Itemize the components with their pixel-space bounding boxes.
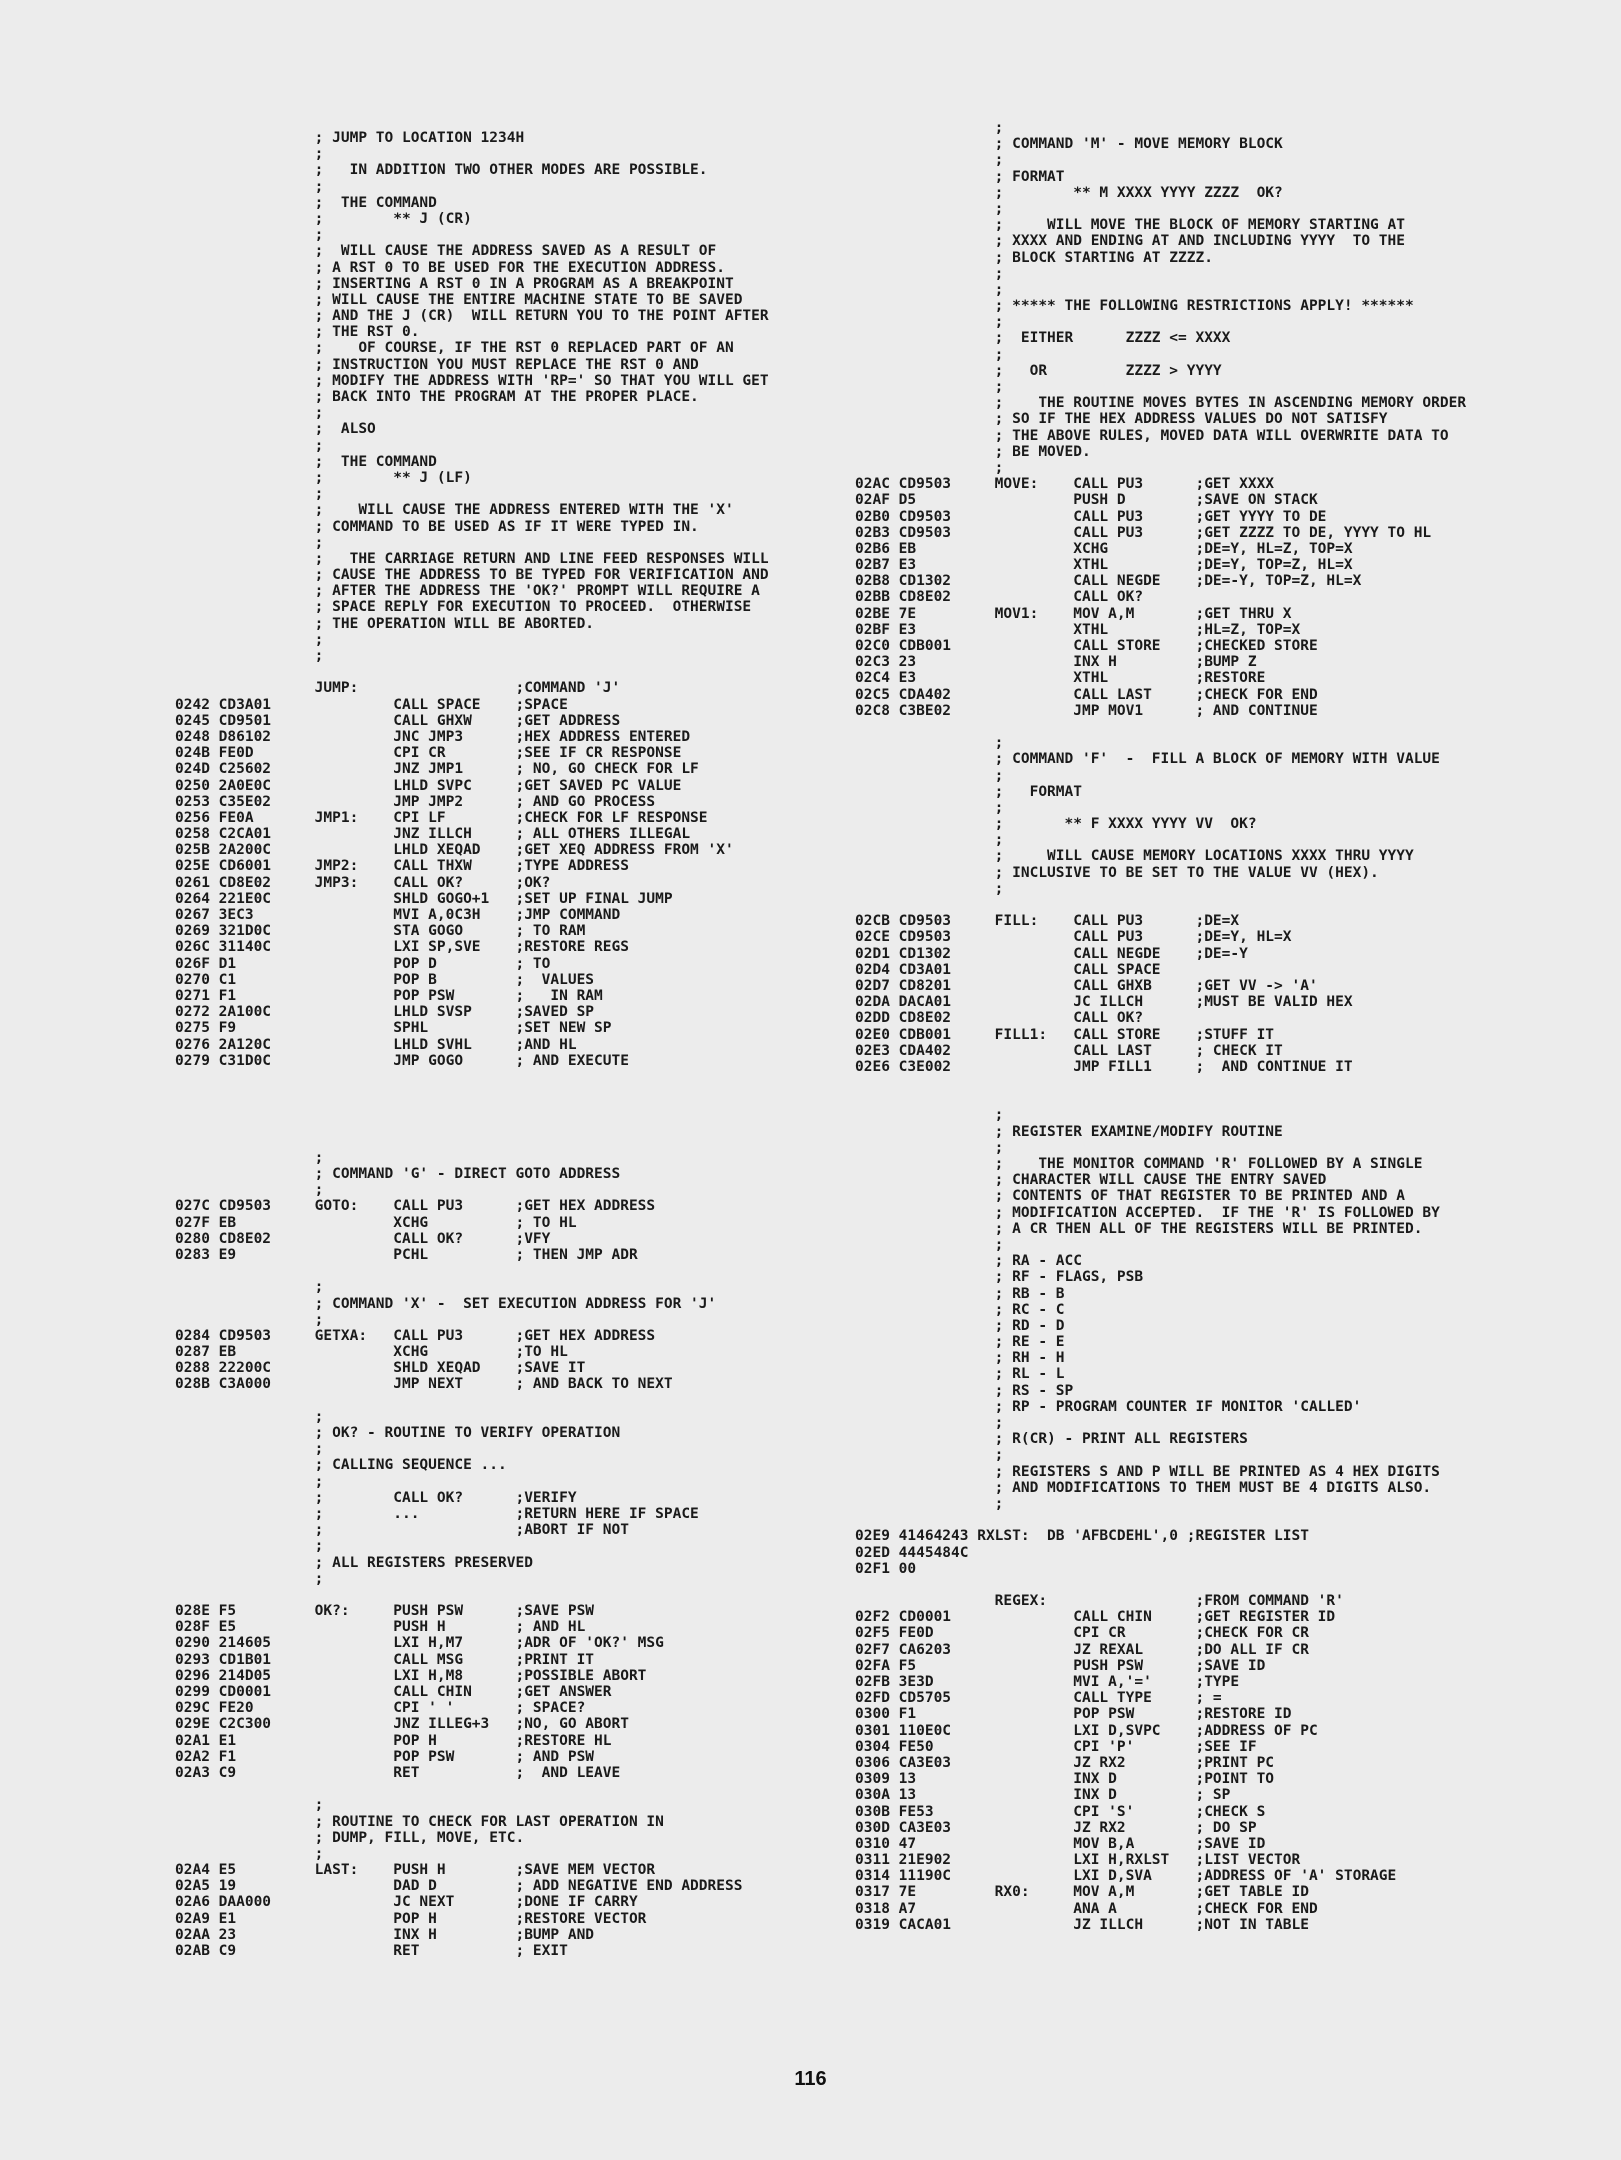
listing-line: ; — [175, 146, 324, 163]
listing-line: 024D C25602 JNZ JMP1 ; NO, GO CHECK FOR LF — [175, 761, 699, 778]
listing-line: ; WILL CAUSE MEMORY LOCATIONS XXXX THRU YYYY — [855, 848, 1414, 865]
listing-line: ; COMMAND 'M' - MOVE MEMORY BLOCK — [855, 136, 1283, 153]
listing-line: ; FORMAT — [855, 168, 1065, 185]
listing-line: ; INSERTING A RST 0 IN A PROGRAM AS A BREAKPOINT — [175, 275, 734, 292]
listing-line: ; — [175, 437, 324, 454]
listing-line — [175, 1587, 815, 1603]
listing-line: ; — [175, 648, 324, 664]
listing-line: ; — [175, 486, 324, 503]
listing-line: 027F EB XCHG ; TO HL — [175, 1214, 577, 1231]
listing-line: 0288 22200C SHLD XEQAD ;SAVE IT — [175, 1360, 586, 1377]
listing-line: ; THE ROUTINE MOVES BYTES IN ASCENDING MEMORY ORDER — [855, 395, 1467, 412]
listing-line: ; XXXX AND ENDING AT AND INCLUDING YYYY TO THE — [855, 233, 1405, 250]
listing-line: ; SO IF THE HEX ADDRESS VALUES DO NOT SATISFY — [855, 411, 1388, 428]
listing-line: ; CAUSE THE ADDRESS TO BE TYPED FOR VERIFICATION AND — [175, 567, 769, 584]
listing-line: 0296 214D05 LXI H,M8 ;POSSIBLE ABORT — [175, 1667, 647, 1684]
listing-line: ; — [175, 405, 324, 422]
listing-line: 02D1 CD1302 CALL NEGDE ;DE=-Y — [855, 945, 1248, 962]
listing-line: 0253 C35E02 JMP JMP2 ; AND GO PROCESS — [175, 793, 656, 810]
listing-line: 0310 47 MOV B,A ;SAVE ID — [855, 1835, 1266, 1852]
listing-line: ; REGISTER EXAMINE/MODIFY ROUTINE — [855, 1123, 1283, 1140]
listing-line — [855, 897, 1555, 913]
listing-line — [175, 1069, 815, 1085]
listing-line: 028E F5 OK?: PUSH PSW ;SAVE PSW — [175, 1603, 595, 1620]
listing-line: ; OR ZZZZ > YYYY — [855, 362, 1222, 379]
listing-line: 02AA 23 INX H ;BUMP AND — [175, 1926, 595, 1943]
listing-line: 0242 CD3A01 CALL SPACE ;SPACE — [175, 696, 568, 713]
listing-line: ; ** F XXXX YYYY VV OK? — [855, 816, 1257, 833]
listing-line: 02FD CD5705 CALL TYPE ; = — [855, 1690, 1222, 1707]
listing-line: ; RC - C — [855, 1301, 1065, 1318]
listing-line: 02C3 23 INX H ;BUMP Z — [855, 654, 1257, 671]
listing-line: ; — [855, 1236, 1004, 1253]
listing-line: 0306 CA3E03 JZ RX2 ;PRINT PC — [855, 1754, 1275, 1771]
listing-line — [855, 1075, 1555, 1091]
listing-line: 02AB C9 RET ; EXIT — [175, 1943, 568, 1959]
listing-line: 028F E5 PUSH H ; AND HL — [175, 1619, 586, 1636]
listing-line: ; — [175, 1149, 324, 1166]
listing-line: 029E C2C300 JNZ ILLEG+3 ;NO, GO ABORT — [175, 1716, 629, 1733]
listing-line: JUMP: ;COMMAND 'J' — [175, 680, 621, 697]
listing-line: ; — [175, 1473, 324, 1490]
listing-line: 02C5 CDA402 CALL LAST ;CHECK FOR END — [855, 686, 1318, 703]
listing-line: ; — [855, 832, 1004, 849]
listing-line: 0256 FE0A JMP1: CPI LF ;CHECK FOR LF RESPONSE — [175, 809, 708, 826]
listing-line: 0248 D86102 JNC JMP3 ;HEX ADDRESS ENTERED — [175, 728, 691, 745]
listing-line: ; WILL CAUSE THE ADDRESS ENTERED WITH THE 'X' — [175, 502, 734, 519]
listing-line: 02D4 CD3A01 CALL SPACE — [855, 961, 1161, 978]
listing-line: ; RF - FLAGS, PSB — [855, 1269, 1144, 1286]
listing-line: 0271 F1 POP PSW ; IN RAM — [175, 987, 603, 1004]
listing-line: 0284 CD9503 GETXA: CALL PU3 ;GET HEX ADDRESS — [175, 1327, 656, 1344]
listing-line: ; — [175, 534, 324, 551]
listing-line: 02B8 CD1302 CALL NEGDE ;DE=-Y, TOP=Z, HL=X — [855, 573, 1362, 590]
listing-line: ; BACK INTO THE PROGRAM AT THE PROPER PLACE. — [175, 389, 699, 405]
listing-line: ; — [175, 631, 324, 648]
listing-line: 026F D1 POP D ; TO — [175, 955, 551, 972]
listing-line: ; — [855, 880, 1004, 897]
listing-line: ; — [855, 281, 1004, 298]
listing-line: ; COMMAND TO BE USED AS IF IT WERE TYPED IN. — [175, 518, 699, 535]
listing-line: 02E6 C3E002 JMP FILL1 ; AND CONTINUE IT — [855, 1058, 1353, 1075]
listing-line: 027C CD9503 GOTO: CALL PU3 ;GET HEX ADDRESS — [175, 1198, 656, 1215]
listing-line: 025B 2A200C LHLD XEQAD ;GET XEQ ADDRESS FROM 'X' — [175, 842, 734, 859]
listing-line: ; COMMAND 'X' - SET EXECUTION ADDRESS FOR 'J' — [175, 1295, 717, 1312]
listing-line: ; REGISTERS S AND P WILL BE PRINTED AS 4 HEX DIGITS — [855, 1463, 1440, 1480]
listing-line: 02B3 CD9503 CALL PU3 ;GET ZZZZ TO DE, YYYY TO HL — [855, 524, 1432, 541]
listing-line: ; — [855, 379, 1004, 395]
listing-line: ; — [855, 265, 1004, 282]
listing-line: ; CALLING SEQUENCE ... — [175, 1457, 507, 1474]
listing-line: 029C FE20 CPI ' ' ; SPACE? — [175, 1700, 586, 1717]
listing-line: ; WILL CAUSE THE ADDRESS SAVED AS A RESULT OF — [175, 243, 717, 260]
listing-line: 02BF E3 XTHL ;HL=Z, TOP=X — [855, 621, 1301, 638]
listing-line: ; MODIFY THE ADDRESS WITH 'RP=' SO THAT YOU WILL GET — [175, 372, 769, 389]
listing-line: 02A9 E1 POP H ;RESTORE VECTOR — [175, 1910, 647, 1927]
listing-line: ; RS - SP — [855, 1382, 1074, 1399]
listing-line: 02E9 41464243 RXLST: DB 'AFBCDEHL',0 ;REGISTER LIST — [855, 1528, 1309, 1545]
listing-line: 0267 3EC3 MVI A,0C3H ;JMP COMMAND — [175, 907, 621, 923]
listing-line: 02C0 CDB001 CALL STORE ;CHECKED STORE — [855, 638, 1318, 654]
listing-line: ; — [175, 1311, 324, 1328]
listing-line — [855, 719, 1555, 735]
listing-line: 0290 214605 LXI H,M7 ;ADR OF 'OK?' MSG — [175, 1635, 664, 1652]
listing-line: ; A RST 0 TO BE USED FOR THE EXECUTION ADDRESS. — [175, 259, 725, 276]
listing-line: ; — [175, 1797, 324, 1814]
listing-line — [855, 1512, 1555, 1528]
listing-line: 0317 7E RX0: MOV A,M ;GET TABLE ID — [855, 1884, 1309, 1901]
listing-line: 0261 CD8E02 JMP3: CALL OK? ;OK? — [175, 874, 551, 891]
listing-line: ; — [175, 1182, 324, 1199]
listing-line: ; AND THE J (CR) WILL RETURN YOU TO THE POINT AFTER — [175, 308, 769, 325]
listing-line: ; — [855, 314, 1004, 331]
listing-line: 02B0 CD9503 CALL PU3 ;GET YYYY TO DE — [855, 508, 1327, 525]
listing-line: ; — [855, 152, 1004, 169]
listing-line: 0269 321D0C STA GOGO ; TO RAM — [175, 923, 586, 940]
listing-line: 02FB 3E3D MVI A,'=' ;TYPE — [855, 1674, 1240, 1690]
listing-line: 02AC CD9503 MOVE: CALL PU3 ;GET XXXX — [855, 476, 1275, 493]
listing-line: 0280 CD8E02 CALL OK? ;VFY — [175, 1230, 551, 1247]
listing-line: 0301 110E0C LXI D,SVPC ;ADDRESS OF PC — [855, 1722, 1318, 1739]
listing-line: 0314 11190C LXI D,SVA ;ADDRESS OF 'A' STORAGE — [855, 1868, 1397, 1885]
listing-line: 02AF D5 PUSH D ;SAVE ON STACK — [855, 492, 1318, 509]
listing-line: 02C4 E3 XTHL ;RESTORE — [855, 670, 1266, 687]
listing-line: ; — [855, 1139, 1004, 1156]
listing-line: ; ROUTINE TO CHECK FOR LAST OPERATION IN — [175, 1813, 664, 1830]
listing-line: 02CB CD9503 FILL: CALL PU3 ;DE=X — [855, 913, 1240, 930]
listing-line: 0293 CD1B01 CALL MSG ;PRINT IT — [175, 1651, 595, 1668]
listing-line: ; — [175, 1845, 324, 1862]
listing-line: 0245 CD9501 CALL GHXW ;GET ADDRESS — [175, 712, 621, 729]
listing-line: ; RP - PROGRAM COUNTER IF MONITOR 'CALLED' — [855, 1398, 1362, 1415]
listing-line: 0319 CACA01 JZ ILLCH ;NOT IN TABLE — [855, 1916, 1309, 1933]
listing-line — [175, 1101, 815, 1117]
listing-line: ; EITHER ZZZZ <= XXXX — [855, 330, 1231, 347]
listing-line: 0318 A7 ANA A ;CHECK FOR END — [855, 1900, 1318, 1917]
listing-line: 02DA DACA01 JC ILLCH ;MUST BE VALID HEX — [855, 994, 1353, 1011]
listing-line: ; RE - E — [855, 1334, 1065, 1351]
listing-line: ; THE ABOVE RULES, MOVED DATA WILL OVERWRITE DATA TO — [855, 427, 1449, 444]
listing-line — [175, 1117, 815, 1133]
listing-line: ; RD - D — [855, 1317, 1065, 1334]
listing-line: ; — [855, 1107, 1004, 1124]
listing-line: ; THE RST 0. — [175, 324, 420, 341]
listing-line: ; CHARACTER WILL CAUSE THE ENTRY SAVED — [855, 1172, 1327, 1189]
listing-line: 02BE 7E MOV1: MOV A,M ;GET THRU X — [855, 605, 1292, 622]
listing-line: ; — [855, 200, 1004, 217]
listing-line: 02F5 FE0D CPI CR ;CHECK FOR CR — [855, 1625, 1309, 1642]
listing-line: ; BE MOVED. — [855, 443, 1091, 460]
listing-line: ; THE OPERATION WILL BE ABORTED. — [175, 615, 595, 632]
listing-line: 0258 C2CA01 JNZ ILLCH ; ALL OTHERS ILLEGAL — [175, 826, 691, 843]
listing-line: ; — [855, 1415, 1004, 1431]
listing-line: 0279 C31D0C JMP GOGO ; AND EXECUTE — [175, 1052, 629, 1069]
listing-line: ; ALL REGISTERS PRESERVED — [175, 1554, 533, 1571]
listing-line: ; OK? - ROUTINE TO VERIFY OPERATION — [175, 1425, 621, 1441]
listing-line: ; — [175, 1279, 324, 1296]
listing-line — [175, 1134, 815, 1150]
listing-line: 02A1 E1 POP H ;RESTORE HL — [175, 1732, 612, 1749]
listing-line: 0276 2A120C LHLD SVHL ;AND HL — [175, 1036, 577, 1053]
listing-line: ; DUMP, FILL, MOVE, ETC. — [175, 1829, 525, 1846]
listing-line: ; ** J (CR) — [175, 210, 472, 227]
listing-line: ; — [175, 1441, 324, 1458]
listing-line: ; — [855, 459, 1004, 476]
listing-line: ; SPACE REPLY FOR EXECUTION TO PROCEED. OTHERWISE — [175, 599, 752, 616]
listing-line — [175, 1263, 815, 1279]
listing-line: ; AFTER THE ADDRESS THE 'OK?' PROMPT WILL REQUIRE A — [175, 583, 760, 600]
page-number: 116 — [794, 2068, 827, 2090]
listing-line: ; MODIFICATION ACCEPTED. IF THE 'R' IS FOLLOWED BY — [855, 1204, 1440, 1221]
left-listing-column — [175, 130, 815, 1959]
listing-line — [175, 1781, 815, 1797]
listing-line: 02B7 E3 XTHL ;DE=Y, TOP=Z, HL=X — [855, 557, 1353, 574]
listing-line: 024B FE0D CPI CR ;SEE IF CR RESPONSE — [175, 745, 682, 762]
listing-line: ; BLOCK STARTING AT ZZZZ. — [855, 249, 1213, 266]
listing-line: ; COMMAND 'G' - DIRECT GOTO ADDRESS — [175, 1166, 621, 1182]
listing-line: ; ** J (LF) — [175, 469, 472, 486]
listing-line: 02FA F5 PUSH PSW ;SAVE ID — [855, 1657, 1266, 1674]
listing-line: 02E3 CDA402 CALL LAST ; CHECK IT — [855, 1042, 1283, 1059]
listing-line: ; ***** THE FOLLOWING RESTRICTIONS APPLY! ****** — [855, 298, 1414, 315]
listing-line: 030A 13 INX D ; SP — [855, 1787, 1231, 1804]
listing-line: 0270 C1 POP B ; VALUES — [175, 971, 595, 988]
listing-line: 02F2 CD0001 CALL CHIN ;GET REGISTER ID — [855, 1609, 1336, 1626]
listing-line: ; COMMAND 'F' - FILL A BLOCK OF MEMORY WITH VALUE — [855, 751, 1440, 768]
listing-line: ; — [855, 767, 1004, 784]
listing-line: 0300 F1 POP PSW ;RESTORE ID — [855, 1706, 1292, 1723]
listing-line: 0311 21E902 LXI H,RXLST ;LIST VECTOR — [855, 1852, 1301, 1869]
listing-line: ; — [175, 227, 324, 244]
listing-line: 025E CD6001 JMP2: CALL THXW ;TYPE ADDRESS — [175, 858, 629, 875]
listing-line: ; — [175, 1408, 324, 1425]
listing-line: 030B FE53 CPI 'S' ;CHECK S — [855, 1803, 1266, 1820]
listing-line: 0299 CD0001 CALL CHIN ;GET ANSWER — [175, 1684, 612, 1700]
listing-line — [855, 1091, 1555, 1107]
listing-line: ; — [855, 1447, 1004, 1464]
listing-line: ; RA - ACC — [855, 1253, 1082, 1270]
listing-line: ; — [855, 1495, 1004, 1512]
listing-line: 02D7 CD8201 CALL GHXB ;GET VV -> 'A' — [855, 977, 1318, 994]
listing-line: 02ED 4445484C — [855, 1544, 969, 1561]
listing-line: 0264 221E0C SHLD GOGO+1 ;SET UP FINAL JUMP — [175, 890, 673, 907]
listing-line: ; — [175, 1538, 324, 1555]
listing-line: ; — [855, 120, 1004, 136]
listing-line: ; RL - L — [855, 1366, 1065, 1383]
listing-line: ; — [855, 799, 1004, 816]
listing-line: ; CALL OK? ;VERIFY — [175, 1489, 577, 1506]
listing-line: ; FORMAT — [855, 783, 1082, 800]
listing-line — [175, 1393, 815, 1409]
listing-line: ; THE COMMAND — [175, 194, 437, 211]
listing-line: ; THE MONITOR COMMAND 'R' FOLLOWED BY A SINGLE — [855, 1156, 1423, 1172]
listing-line: ; THE CARRIAGE RETURN AND LINE FEED RESPONSES WILL — [175, 550, 769, 567]
listing-line: ; — [855, 735, 1004, 752]
listing-line: 0283 E9 PCHL ; THEN JMP ADR — [175, 1246, 638, 1263]
listing-line: 026C 31140C LXI SP,SVE ;RESTORE REGS — [175, 939, 629, 956]
listing-line: ; INCLUSIVE TO BE SET TO THE VALUE VV (HEX). — [855, 864, 1379, 881]
listing-line: 0309 13 INX D ;POINT TO — [855, 1771, 1275, 1788]
listing-line: ; INSTRUCTION YOU MUST REPLACE THE RST 0 AND — [175, 356, 699, 373]
listing-line: 0287 EB XCHG ;TO HL — [175, 1344, 568, 1361]
listing-line: ; — [175, 178, 324, 195]
listing-line: ; ... ;RETURN HERE IF SPACE — [175, 1505, 699, 1522]
listing-line: 02F1 00 — [855, 1560, 917, 1577]
listing-line: ; AND MODIFICATIONS TO THEM MUST BE 4 DIGITS ALSO. — [855, 1479, 1432, 1496]
listing-line — [175, 1085, 815, 1101]
listing-line: 02C8 C3BE02 JMP MOV1 ; AND CONTINUE — [855, 702, 1318, 719]
listing-line: ; R(CR) - PRINT ALL REGISTERS — [855, 1431, 1248, 1448]
listing-line: 02A3 C9 RET ; AND LEAVE — [175, 1764, 621, 1781]
listing-line: 028B C3A000 JMP NEXT ; AND BACK TO NEXT — [175, 1376, 673, 1393]
listing-line: ; CONTENTS OF THAT REGISTER TO BE PRINTED AND A — [855, 1188, 1405, 1205]
listing-line: 02CE CD9503 CALL PU3 ;DE=Y, HL=X — [855, 929, 1292, 946]
listing-line: 0272 2A100C LHLD SVSP ;SAVED SP — [175, 1004, 595, 1021]
listing-line: 02E0 CDB001 FILL1: CALL STORE ;STUFF IT — [855, 1026, 1275, 1043]
listing-line: ; ** M XXXX YYYY ZZZZ OK? — [855, 184, 1283, 201]
listing-line: ; WILL MOVE THE BLOCK OF MEMORY STARTING AT — [855, 217, 1405, 234]
listing-line: REGEX: ;FROM COMMAND 'R' — [855, 1593, 1344, 1610]
listing-line: ; RB - B — [855, 1285, 1065, 1302]
listing-line: ; — [175, 1570, 324, 1587]
listing-line: 02DD CD8E02 CALL OK? — [855, 1010, 1144, 1027]
listing-line: 0275 F9 SPHL ;SET NEW SP — [175, 1020, 612, 1037]
listing-line: ; ;ABORT IF NOT — [175, 1522, 629, 1539]
listing-line: 02A4 E5 LAST: PUSH H ;SAVE MEM VECTOR — [175, 1862, 656, 1879]
listing-line: ; IN ADDITION TWO OTHER MODES ARE POSSIBLE. — [175, 162, 708, 179]
listing-line: ; WILL CAUSE THE ENTIRE MACHINE STATE TO BE SAVED — [175, 291, 743, 308]
listing-line: 02F7 CA6203 JZ REXAL ;DO ALL IF CR — [855, 1641, 1309, 1658]
listing-line: ; JUMP TO LOCATION 1234H — [175, 130, 525, 146]
listing-line: ; — [855, 346, 1004, 363]
listing-line: ; THE COMMAND — [175, 453, 437, 470]
listing-line: 02A6 DAA000 JC NEXT ;DONE IF CARRY — [175, 1894, 638, 1911]
listing-line: ; ALSO — [175, 421, 376, 438]
listing-line — [855, 1577, 1555, 1593]
listing-line — [175, 664, 815, 680]
listing-line: 02A5 19 DAD D ; ADD NEGATIVE END ADDRESS — [175, 1878, 743, 1895]
listing-line: ; A CR THEN ALL OF THE REGISTERS WILL BE PRINTED. — [855, 1220, 1423, 1237]
listing-line: ; OF COURSE, IF THE RST 0 REPLACED PART OF AN — [175, 340, 734, 357]
listing-line: 0304 FE50 CPI 'P' ;SEE IF — [855, 1738, 1257, 1755]
listing-line: 02A2 F1 POP PSW ; AND PSW — [175, 1748, 595, 1765]
listing-line: 0250 2A0E0C LHLD SVPC ;GET SAVED PC VALUE — [175, 777, 682, 794]
listing-line: ; RH - H — [855, 1350, 1065, 1367]
listing-line: 02BB CD8E02 CALL OK? — [855, 589, 1144, 606]
right-listing-column — [855, 120, 1555, 1933]
listing-line: 02B6 EB XCHG ;DE=Y, HL=Z, TOP=X — [855, 540, 1353, 557]
listing-line: 030D CA3E03 JZ RX2 ; DO SP — [855, 1819, 1257, 1836]
